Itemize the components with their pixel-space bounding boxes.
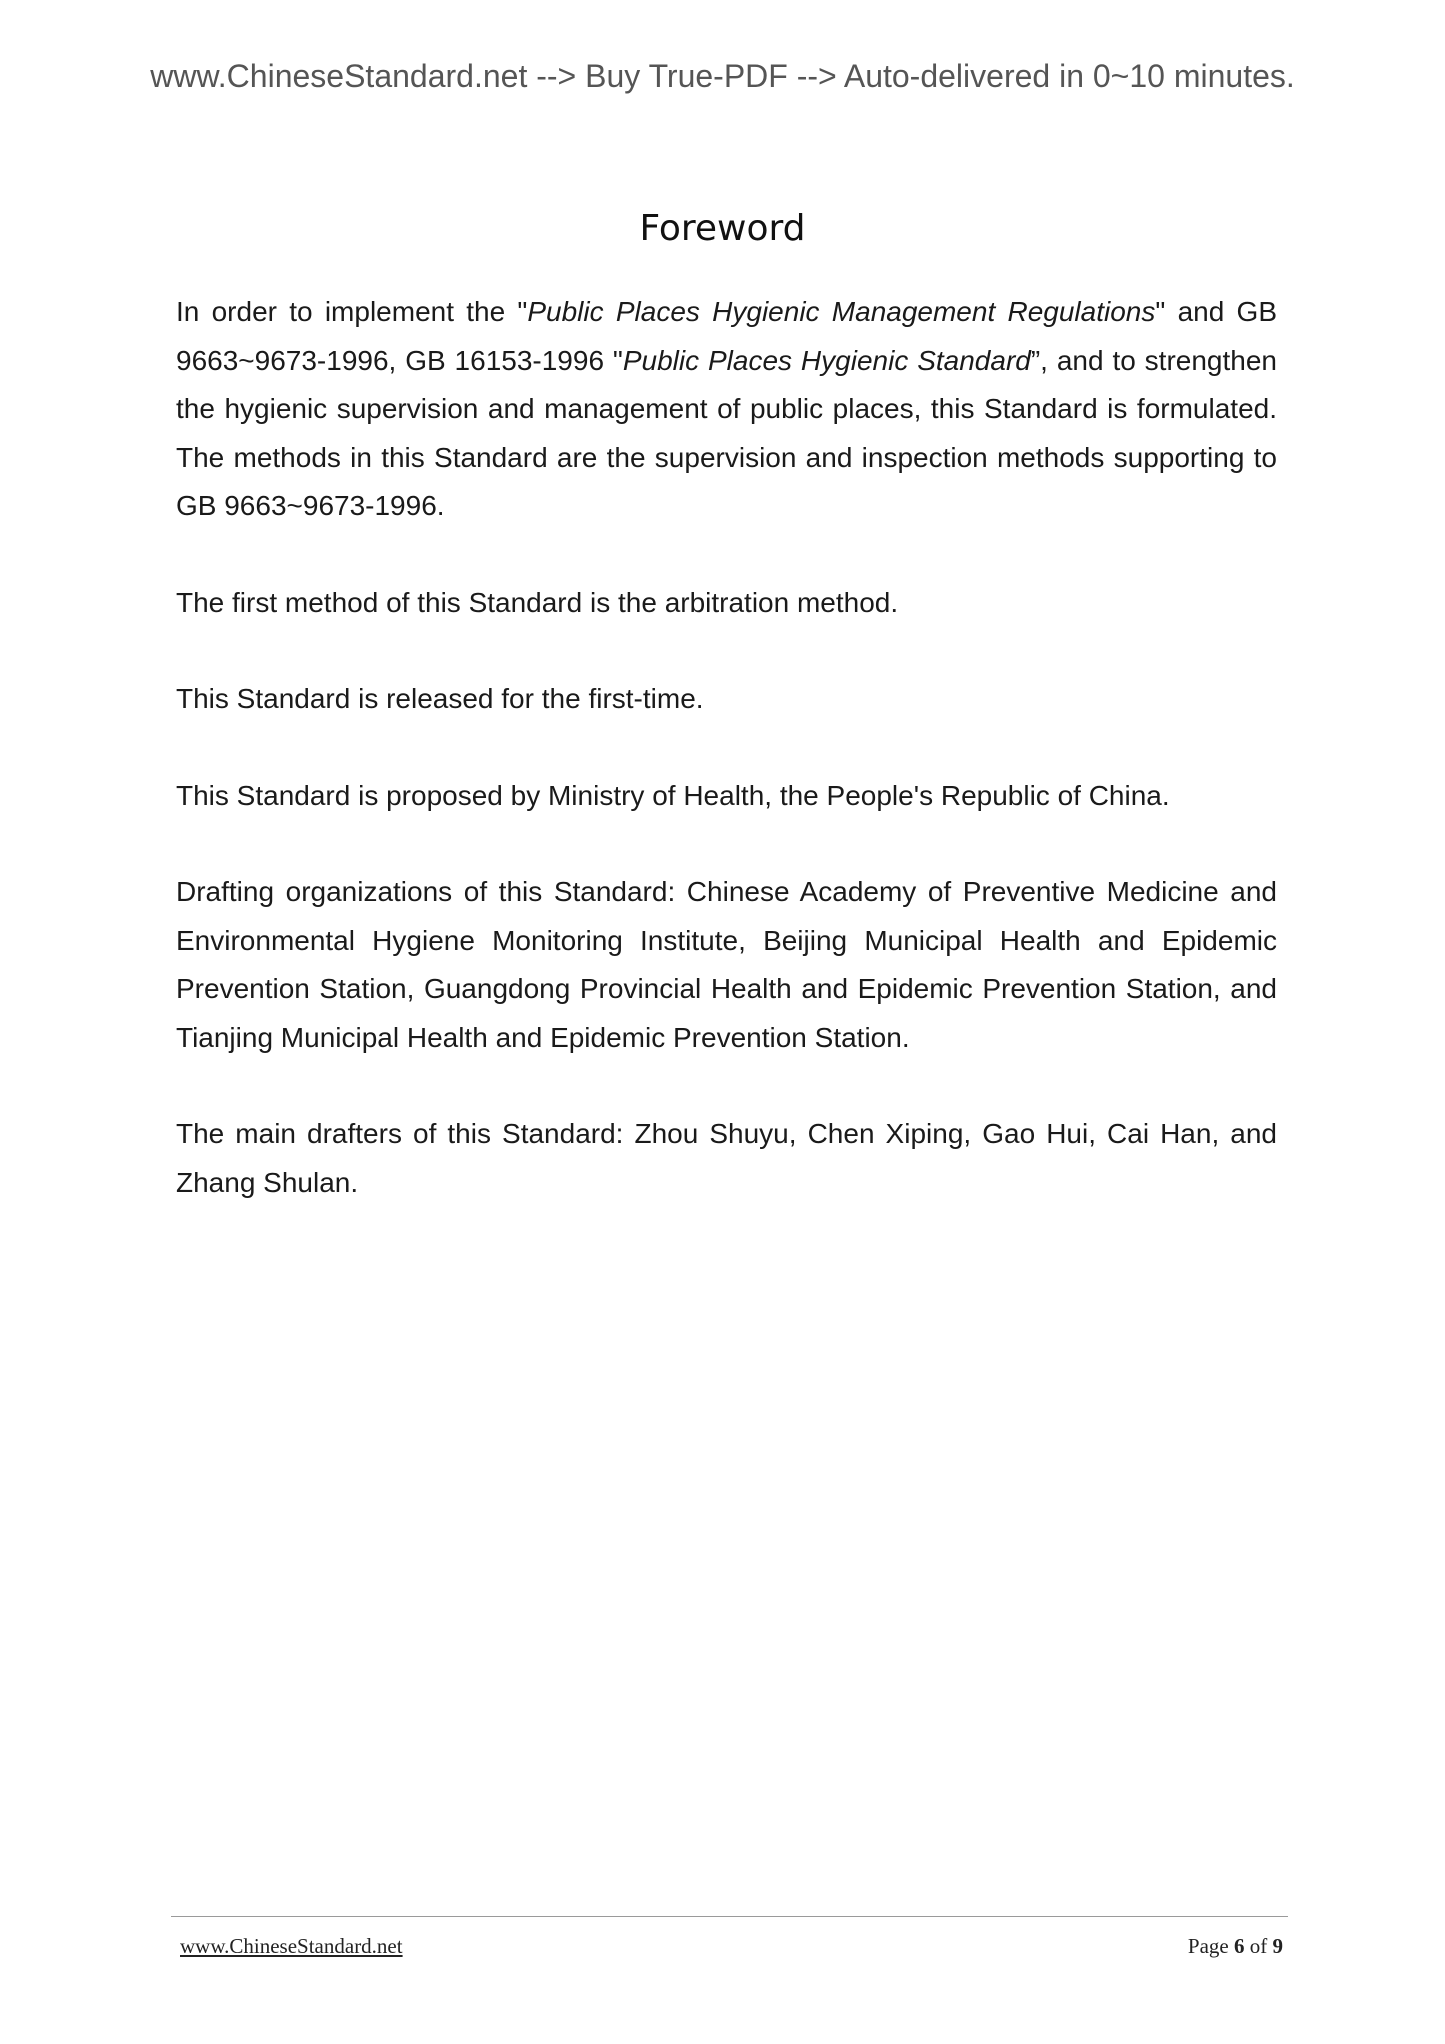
top-banner: www.ChineseStandard.net --> Buy True-PDF --> Auto-delivered in 0~10 minutes. [150, 58, 1295, 94]
paragraph-text: In order to implement the " [176, 296, 528, 327]
page-number [1188, 1934, 1283, 1959]
paragraph-release: This Standard is released for the first-time. [176, 683, 704, 714]
paragraph-text: ”, and to strengthen the hygienic supervision and management of public places, this Standard is formulated. The methods in this Standard are the supervision and inspection methods supporting to GB 9663~9673-1996. [176, 344, 1277, 521]
page-of: of [1244, 1934, 1273, 1958]
paragraph-drafters: The main drafters of this Standard: Zhou Shuyu, Chen Xiping, Gao Hui, Cai Han, and Zhang Shulan. [176, 1118, 1277, 1198]
page-total: 9 [1272, 1934, 1283, 1958]
paragraph-arbitration: The first method of this Standard is the arbitration method. [176, 586, 899, 618]
paragraph-proposer: This Standard is proposed by Ministry of Health, the People's Republic of China. [176, 779, 1170, 811]
regulation-title: Public Places Hygienic Management Regulations [527, 296, 1156, 327]
document-body [176, 288, 1277, 1255]
footer-website-link[interactable]: www.ChineseStandard.net [180, 1934, 403, 1958]
paragraph-drafting-organizations: Drafting organizations of this Standard: Chinese Academy of Preventive Medicine and Environmental Hygiene Monitoring Institute, Beijing Municipal Health and Epidemic Prevention Station, Guangdong Provincial Health and Epidemic Prevention Station, and Tianjing Municipal Health and Epidemic Prevention Station. [176, 876, 1277, 1053]
paragraph-text: " and GB 9663~9673-1996, GB 16153-1996 " [176, 296, 1277, 376]
standard-title: Public Places Hygienic Standard [622, 344, 1031, 376]
footer-divider [171, 1916, 1288, 1917]
page-current: 6 [1234, 1934, 1245, 1958]
page-prefix: Page [1187, 1934, 1234, 1958]
page-title: Foreword [639, 208, 806, 249]
paragraph-purpose [176, 288, 1277, 531]
